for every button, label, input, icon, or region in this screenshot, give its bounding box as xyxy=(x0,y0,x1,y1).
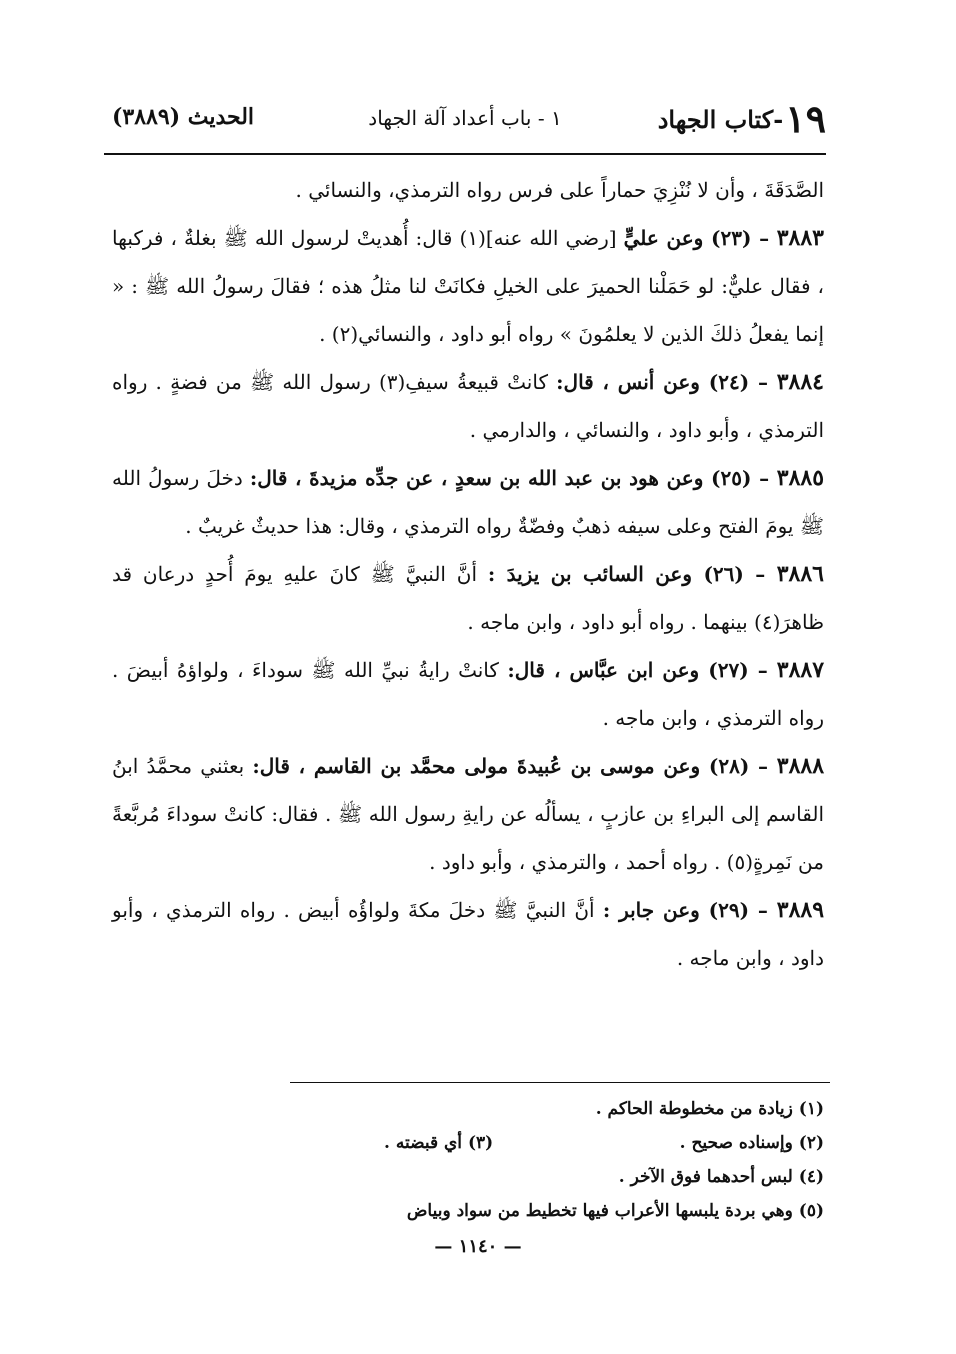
paragraph-continuation xyxy=(112,166,824,214)
hadith-number: ٣٨٨٥ xyxy=(776,465,825,491)
hadith-3885 xyxy=(112,454,824,550)
section-title: ١ - باب أعداد آلة الجهاد xyxy=(368,106,562,130)
chapter-number: ١٩ xyxy=(785,96,826,141)
hadith-number: ٣٨٨٩ xyxy=(776,897,825,923)
hadith-text: بعثني محمَّدُ ابنُ القاسم إلى البراءِ بن عازبٍ ، يسألُه عن رايةِ رسول الله ﷺ . فقال: كانتْ سوداءَ مُربَّعةً من نَمِرةٍ(٥) . رواه أحمد ، والترمذي ، وأبو داود . xyxy=(112,754,824,874)
hadith-3884 xyxy=(112,358,824,454)
paragraph-text: الصَّدَقَةَ ، وأن لا نُنْزِيَ حماراً على فرس رواه الترمذي، والنسائي . xyxy=(295,178,824,202)
chapter-title: -كتاب الجهاد xyxy=(657,105,784,134)
hadith-narrator: – (٢٨) وعن موسى بن عُبيدةَ مولى محمَّد بن القاسم ، قال: xyxy=(252,754,777,778)
hadith-narrator: – (٢٤) وعن أنس ، قال: xyxy=(556,370,777,394)
hadith-narrator: – (٢٥) وعن هود بن عبد الله بن سعدٍ ، عن جدِّه مزيدةَ ، قال: xyxy=(249,466,777,490)
hadith-number: ٣٨٨٣ xyxy=(776,225,824,251)
footnote-5 xyxy=(304,1194,824,1228)
hadith-number: ٣٨٨٦ xyxy=(776,561,824,587)
hadith-range: الحديث (٣٨٨٩) xyxy=(112,104,255,130)
hadith-3889 xyxy=(112,886,824,982)
footnote-2 xyxy=(304,1126,824,1160)
footnote-text: (٢) وإسناده صحيح . xyxy=(679,1133,824,1153)
hadith-text: [رضي الله عنه](١) قال: أُهديتْ لرسول الله ﷺ بغلةٌ ، فركبها ، فقال عليٌّ: لو حَمَلْنا الحميرَ على الخيلِ فكانَتْ لنا مثلُ هذه ؛ فقالَ رسولُ الله ﷺ : « إنما يفعلُ ذلكَ الذين لا يعلمُونَ » رواه أبو داود ، والنسائي(٢) . xyxy=(112,226,824,346)
hadith-3888 xyxy=(112,742,824,886)
footnotes xyxy=(304,1092,824,1228)
hadith-number: ٣٨٨٨ xyxy=(776,753,825,779)
hadith-number: ٣٨٨٧ xyxy=(776,657,825,683)
hadith-narrator: – (٢٣) وعن عليٍّ xyxy=(623,226,777,250)
footnote-text: (٥) وهي بردة يلبسها الأعراب فيها تخطيط من سواد وبياض xyxy=(406,1201,824,1221)
page-number: — ١١٤٠ — xyxy=(434,1236,522,1257)
hadith-narrator: – (٢٧) وعن ابن عبَّاس ، قال: xyxy=(507,658,777,682)
hadith-3886 xyxy=(112,550,824,646)
footnote-3: (٣) أي قبضته . xyxy=(384,1133,494,1153)
footnote-text: (٤) لبس أحدهما فوق الآخر . xyxy=(618,1167,824,1187)
hadith-narrator: – (٢٦) وعن السائب بن يزيدَ : xyxy=(487,562,777,586)
main-text xyxy=(112,166,824,982)
footnote-1 xyxy=(304,1092,824,1126)
footnote-divider xyxy=(290,1082,830,1083)
page-header xyxy=(104,92,826,152)
hadith-3883 xyxy=(112,214,824,358)
hadith-text: دخلَ رسولُ الله ﷺ يومَ الفتح وعلى سيفه ذهبٌ وفضّةٌ رواه الترمذي ، وقال: هذا حديثٌ غريبٌ . xyxy=(112,466,824,538)
hadith-narrator: – (٢٩) وعن جابر : xyxy=(602,898,777,922)
footnote-4 xyxy=(304,1160,824,1194)
hadith-text: كانتْ رايةُ نبيِّ الله ﷺ سوداءَ ، ولواؤهُ أبيضَ . رواه الترمذي ، وابن ماجه . xyxy=(112,658,824,730)
hadith-3887 xyxy=(112,646,824,742)
footnote-text: (١) زيادة من مخطوطة الحاكم . xyxy=(595,1099,824,1119)
hadith-text: أنَّ النبيَّ ﷺ دخلَ مكةَ ولواؤُه أبيض . رواه الترمذي ، وأبو داود ، وابن ماجه . xyxy=(112,898,824,970)
hadith-text: كانتْ قبيعةُ سيفِ(٣) رسول الله ﷺ من فضةٍ . رواه الترمذي ، وأبو داود ، والنسائي ، والدارمي . xyxy=(112,370,824,442)
hadith-number: ٣٨٨٤ xyxy=(776,369,824,395)
header-divider xyxy=(104,153,826,155)
hadith-text: أنَّ النبيَّ ﷺ كانَ عليهِ يومَ أُحدٍ درعان قد ظاهرَ(٤) بينهما . رواه أبو داود ، وابن ماجه . xyxy=(112,562,824,634)
